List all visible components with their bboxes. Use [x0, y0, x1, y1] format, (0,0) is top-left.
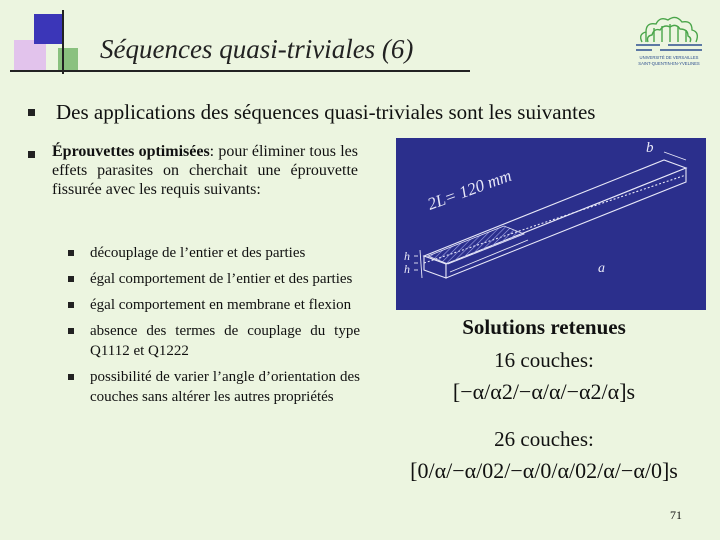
thickness-label-1: h: [404, 249, 410, 263]
sub-bullet: [68, 276, 74, 282]
decor-square-green: [58, 48, 78, 72]
page-number: 71: [670, 508, 682, 522]
specimen-paragraph: [52, 142, 358, 199]
decor-square-blue: [34, 14, 64, 44]
requirement-item: [68, 269, 360, 289]
requirement-text: égal comportement de l’entier et des parties: [90, 271, 353, 287]
length-label: 2L= 120 mm: [424, 165, 515, 214]
crack-length-label: a: [598, 261, 605, 276]
solution-16-formula: [−α/α2/−α/α/−α2/α]s: [452, 379, 636, 404]
sub-bullet: [68, 302, 74, 308]
decor-square-pink: [14, 40, 46, 70]
decor-vertical-line: [62, 10, 64, 74]
requirement-text: découplage de l’entier et des parties: [90, 245, 306, 261]
logo-line-1: UNIVERSITÉ DE VERSAILLES: [639, 55, 699, 60]
sub-bullet: [68, 374, 74, 380]
requirement-text: possibilité de varier l’angle d’orientation des couches sans altérer les autres propriétés: [90, 369, 360, 405]
solution-26-formula: [0/α/−α/02/−α/0/α/02/α/−α/0]s: [410, 458, 678, 483]
bullet-specimen: [28, 151, 35, 158]
requirement-item: [68, 295, 360, 315]
specimen-drawing: [396, 138, 706, 310]
requirement-text: égal comportement en membrane et flexion: [90, 297, 352, 313]
thickness-label-2: h: [404, 262, 410, 276]
requirement-item: [68, 321, 360, 361]
solutions-block: [384, 315, 704, 484]
requirements-list: [68, 243, 360, 407]
intro-text: Des applications des séquences quasi-triviales sont les suivantes: [56, 100, 596, 124]
logo-line-2: SAINT-QUENTIN-EN-YVELINES: [638, 61, 700, 66]
requirement-item: [68, 367, 360, 407]
width-label: b: [646, 140, 654, 156]
sub-bullet: [68, 328, 74, 334]
requirement-item: [68, 243, 360, 263]
sub-bullet: [68, 250, 74, 256]
title-underline: [10, 70, 470, 72]
solutions-title: Solutions retenues: [462, 315, 626, 339]
specimen-figure: [396, 138, 706, 310]
university-logo: [632, 12, 706, 68]
bullet-intro: [28, 109, 35, 116]
solution-16-label: 16 couches:: [494, 348, 594, 372]
specimen-label: Éprouvettes optimisées: [52, 143, 210, 160]
specimen-text: : pour éliminer tous les effets parasites on cherchait une éprouvette fissurée avec les requis suivants:: [52, 143, 359, 198]
solution-26-label: 26 couches:: [494, 427, 594, 451]
slide-title: Séquences quasi-triviales (6): [100, 34, 414, 64]
requirement-text: absence des termes de couplage du type Q1112 et Q1222: [90, 323, 360, 359]
